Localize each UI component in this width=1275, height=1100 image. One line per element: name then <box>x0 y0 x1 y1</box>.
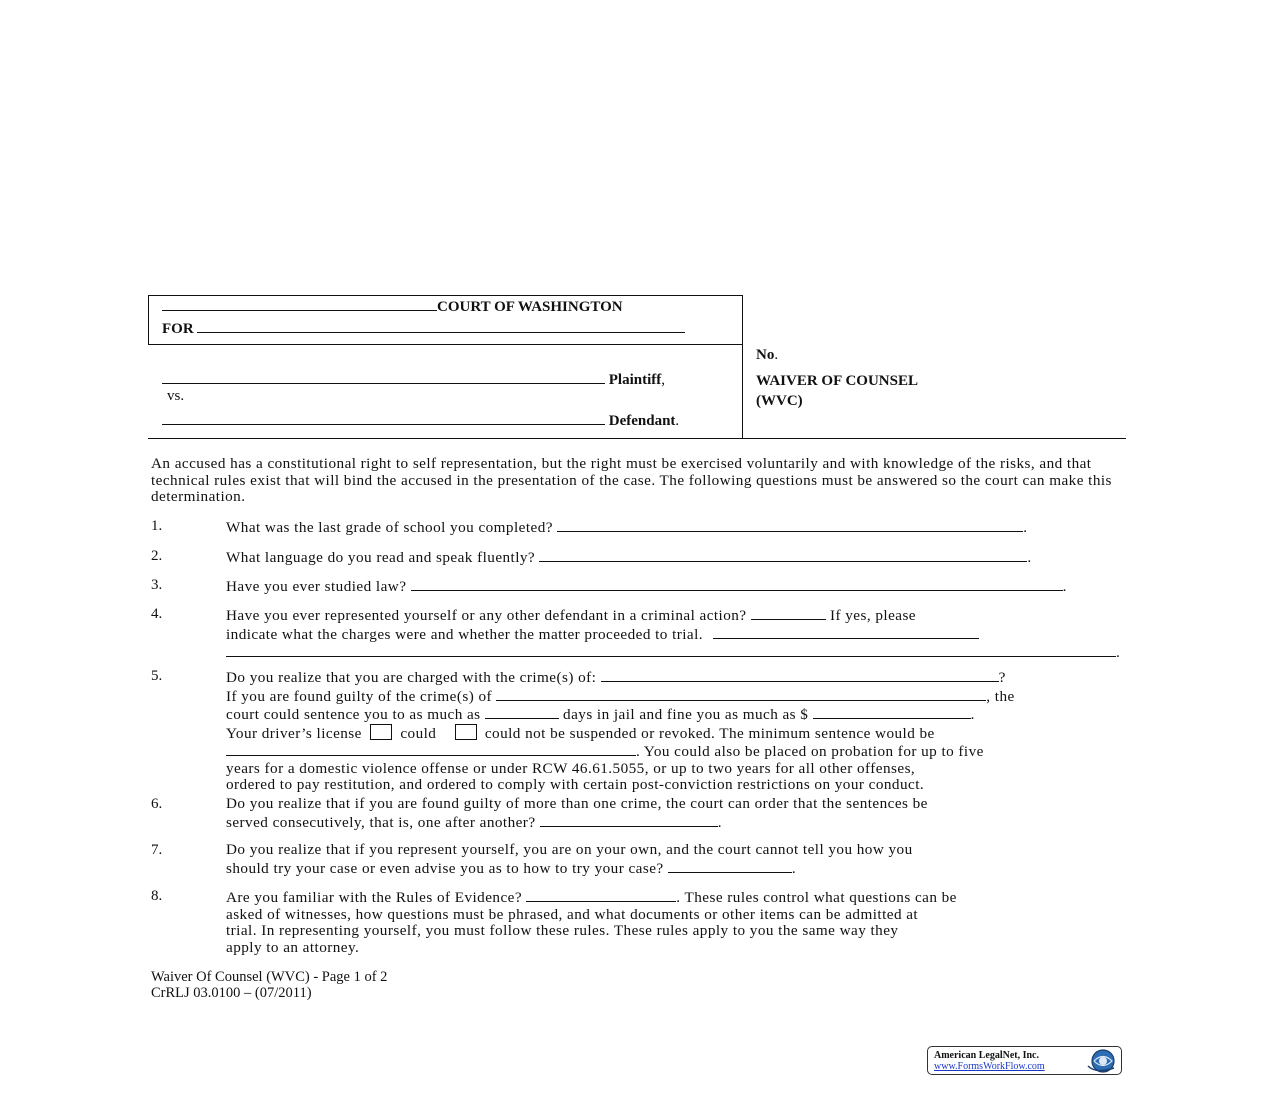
question-7-line2 <box>226 859 1126 878</box>
question-6-line2 <box>226 813 1126 832</box>
question-5-crime-blank[interactable] <box>601 668 999 682</box>
question-4-line3 <box>226 643 1126 662</box>
question-6 <box>226 796 1126 831</box>
formsworkflow-logo-badge[interactable] <box>927 1046 1122 1075</box>
question-2 <box>226 548 1126 567</box>
question-7 <box>226 842 1126 877</box>
plaintiff-comma: , <box>661 372 665 388</box>
question-8-number: 8. <box>151 888 163 904</box>
question-4-charges-blank[interactable] <box>713 625 979 639</box>
logo-company-name: American LegalNet, Inc. <box>934 1050 1039 1061</box>
case-number-label: No <box>756 347 775 363</box>
case-number-row <box>756 347 778 364</box>
question-6-text-b: served consecutively, that is, one after another? <box>226 813 536 831</box>
caption-divider-horizontal <box>148 438 1126 439</box>
question-5-number: 5. <box>151 668 163 684</box>
plaintiff-row <box>162 369 665 389</box>
question-4-text-b: If yes, please <box>830 607 916 624</box>
question-4-yes-no-blank[interactable] <box>751 606 826 620</box>
license-could-checkbox[interactable] <box>370 724 392 740</box>
question-1-text: What was the last grade of school you completed? <box>226 519 553 536</box>
question-5-days-blank[interactable] <box>485 705 559 719</box>
question-5-guilty-crime-blank[interactable] <box>496 687 986 701</box>
defendant-period: . <box>675 413 680 429</box>
question-8-line2: asked of witnesses, how questions must be phrased, and what documents or other items can be admitted at <box>226 905 919 923</box>
question-6-number: 6. <box>151 796 163 812</box>
question-4-line2 <box>226 625 1126 644</box>
question-1-number: 1. <box>151 518 163 534</box>
question-5-text-e: days in jail and fine you as much as $ <box>563 706 809 723</box>
question-5-line5 <box>226 742 1126 761</box>
question-6-line1: Do you realize that if you are found guilty of more than one crime, the court can order that the sentences be <box>226 795 928 812</box>
logo-website-link[interactable]: www.FormsWorkFlow.com <box>934 1061 1045 1072</box>
question-6-period: . <box>717 813 723 831</box>
question-3 <box>226 577 1126 596</box>
question-4-text-c: indicate what the charges were and whether the matter proceeded to trial. <box>226 625 704 643</box>
defendant-row <box>162 410 679 430</box>
question-8-text-b: . These rules control what questions can be <box>676 889 957 906</box>
for-row <box>162 318 685 338</box>
license-could-not-checkbox[interactable] <box>455 724 477 740</box>
question-3-period: . <box>1062 578 1067 595</box>
defendant-label: Defendant <box>608 413 676 429</box>
question-5-qmark: ? <box>998 669 1006 686</box>
question-7-text-b: should try your case or even advise you as to how to try your case? <box>226 859 664 877</box>
question-5-line6: years for a domestic violence offense or under RCW 46.61.5055, or up to two years for all other offenses, <box>226 759 916 777</box>
question-3-number: 3. <box>151 577 163 593</box>
question-8-line4: apply to an attorney. <box>226 938 360 956</box>
for-label: FOR <box>162 321 194 337</box>
case-number-period: . <box>774 347 779 363</box>
court-name-row <box>162 296 623 316</box>
question-5-text-i: . You could also be placed on probation for up to five <box>636 743 984 760</box>
court-name-blank[interactable] <box>162 296 437 311</box>
question-7-answer-blank[interactable] <box>668 859 792 873</box>
question-5-text-c: , the <box>986 687 1015 705</box>
question-5-line2 <box>226 687 1126 706</box>
question-3-answer-blank[interactable] <box>411 577 1063 591</box>
question-8-answer-blank[interactable] <box>526 888 676 902</box>
question-1 <box>226 518 1126 537</box>
question-5-line7: ordered to pay restitution, and ordered to comply with certain post-conviction restrictions on your conduct. <box>226 776 925 793</box>
question-5-text-d: court could sentence you to as much as <box>226 706 481 723</box>
question-8-line3: trial. In representing yourself, you must follow these rules. These rules apply to you the same way they <box>226 922 899 939</box>
plaintiff-label: Plaintiff <box>608 372 662 388</box>
footer-page-label: Waiver Of Counsel (WVC) - Page 1 of 2 <box>151 969 388 985</box>
question-5-text-b: If you are found guilty of the crime(s) of <box>226 687 493 705</box>
plaintiff-name-blank[interactable] <box>162 369 605 384</box>
question-4-number: 4. <box>151 606 163 622</box>
court-of-washington-label: COURT OF WASHINGTON <box>437 299 623 315</box>
question-3-text: Have you ever studied law? <box>226 578 407 595</box>
question-2-text: What language do you read and speak fluently? <box>226 549 536 566</box>
question-5-text-g: could <box>400 724 437 742</box>
question-5-line1 <box>226 668 1126 687</box>
question-4 <box>226 606 1126 662</box>
question-5-line4 <box>226 724 1126 743</box>
question-2-answer-blank[interactable] <box>539 548 1027 562</box>
question-5-text-a: Do you realize that you are charged with the crime(s) of: <box>226 669 597 686</box>
question-1-answer-blank[interactable] <box>557 518 1023 532</box>
for-county-blank[interactable] <box>197 318 685 333</box>
question-5-minimum-sentence-blank[interactable] <box>226 742 636 756</box>
question-4-text-a: Have you ever represented yourself or any other defendant in a criminal action? <box>226 607 747 624</box>
question-2-period: . <box>1027 549 1032 566</box>
document-title-line1: WAIVER OF COUNSEL <box>756 373 918 389</box>
question-5-fine-blank[interactable] <box>813 705 971 719</box>
question-7-line1: Do you realize that if you represent yourself, you are on your own, and the court cannot tell you how you <box>226 841 913 858</box>
question-5-line3 <box>226 705 1126 724</box>
document-title-line2: (WVC) <box>756 393 803 409</box>
footer-form-code: CrRLJ 03.0100 – (07/2011) <box>151 985 312 1001</box>
question-4-period: . <box>1116 644 1121 661</box>
question-8-line1 <box>226 888 1126 907</box>
question-8 <box>226 888 1126 956</box>
vs-label: vs. <box>167 388 185 404</box>
question-5-period-a: . <box>970 706 975 723</box>
question-5 <box>226 668 1126 794</box>
defendant-name-blank[interactable] <box>162 410 605 425</box>
question-5-text-f: Your driver’s license <box>226 724 362 742</box>
globe-logo-icon <box>1084 1048 1118 1074</box>
question-5-text-h: could not be suspended or revoked. The minimum sentence would be <box>484 724 935 742</box>
question-4-charges-blank-2[interactable] <box>226 643 1116 657</box>
question-7-period: . <box>791 859 797 877</box>
question-8-text-a: Are you familiar with the Rules of Evidence? <box>226 889 523 906</box>
intro-paragraph: An accused has a constitutional right to self representation, but the right must be exercised voluntarily and with knowledge of the risks, and that technical rules exist that will bind the accused in the presentation of the case. The following questions must be answered so the court can make this determination. <box>151 455 1112 505</box>
question-7-number: 7. <box>151 842 163 858</box>
question-4-line1 <box>226 606 1126 625</box>
question-1-period: . <box>1023 519 1028 536</box>
question-6-answer-blank[interactable] <box>540 813 718 827</box>
question-2-number: 2. <box>151 548 163 564</box>
caption-divider-vertical <box>742 344 743 439</box>
